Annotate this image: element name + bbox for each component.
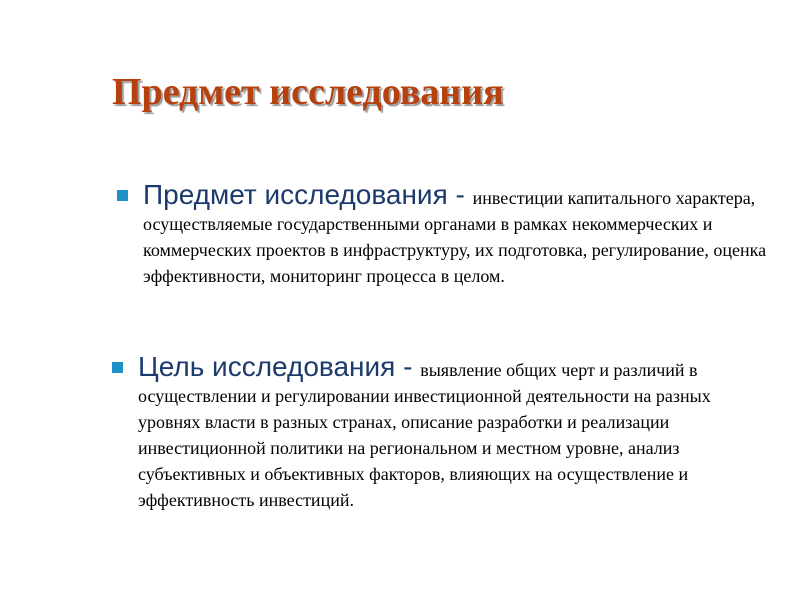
bullet-term: Предмет исследования [143,179,448,210]
bullet-square-icon [117,190,128,201]
bullet-square-icon [112,362,123,373]
bullet-text [143,180,777,289]
bullet-separator: - [395,351,421,382]
bullet-item-subject [117,180,777,289]
bullet-definition: выявление общих черт и различий в осуществлении и регулировании инвестиционной деятельности на разных уровнях власти в разных странах, описание разработки и реализации инвестиционной политики на региональном и местном уровне, анализ субъективных и объективных факторов, влияющих на осуществление и эффективность инвестиций. [138,360,711,510]
bullet-term: Цель исследования [138,351,396,382]
bullet-item-goal [112,352,777,513]
bullet-text [138,352,777,513]
bullet-separator: - [447,179,473,210]
slide-title: Предмет исследования [112,71,504,113]
bullet-definition: инвестиции капитального характера, осуществляемые государственными органами в рамках некоммерческих и коммерческих проектов в инфраструктуру, их подготовка, регулирование, оценка эффективности, мониторинг процесса в целом. [143,188,767,286]
